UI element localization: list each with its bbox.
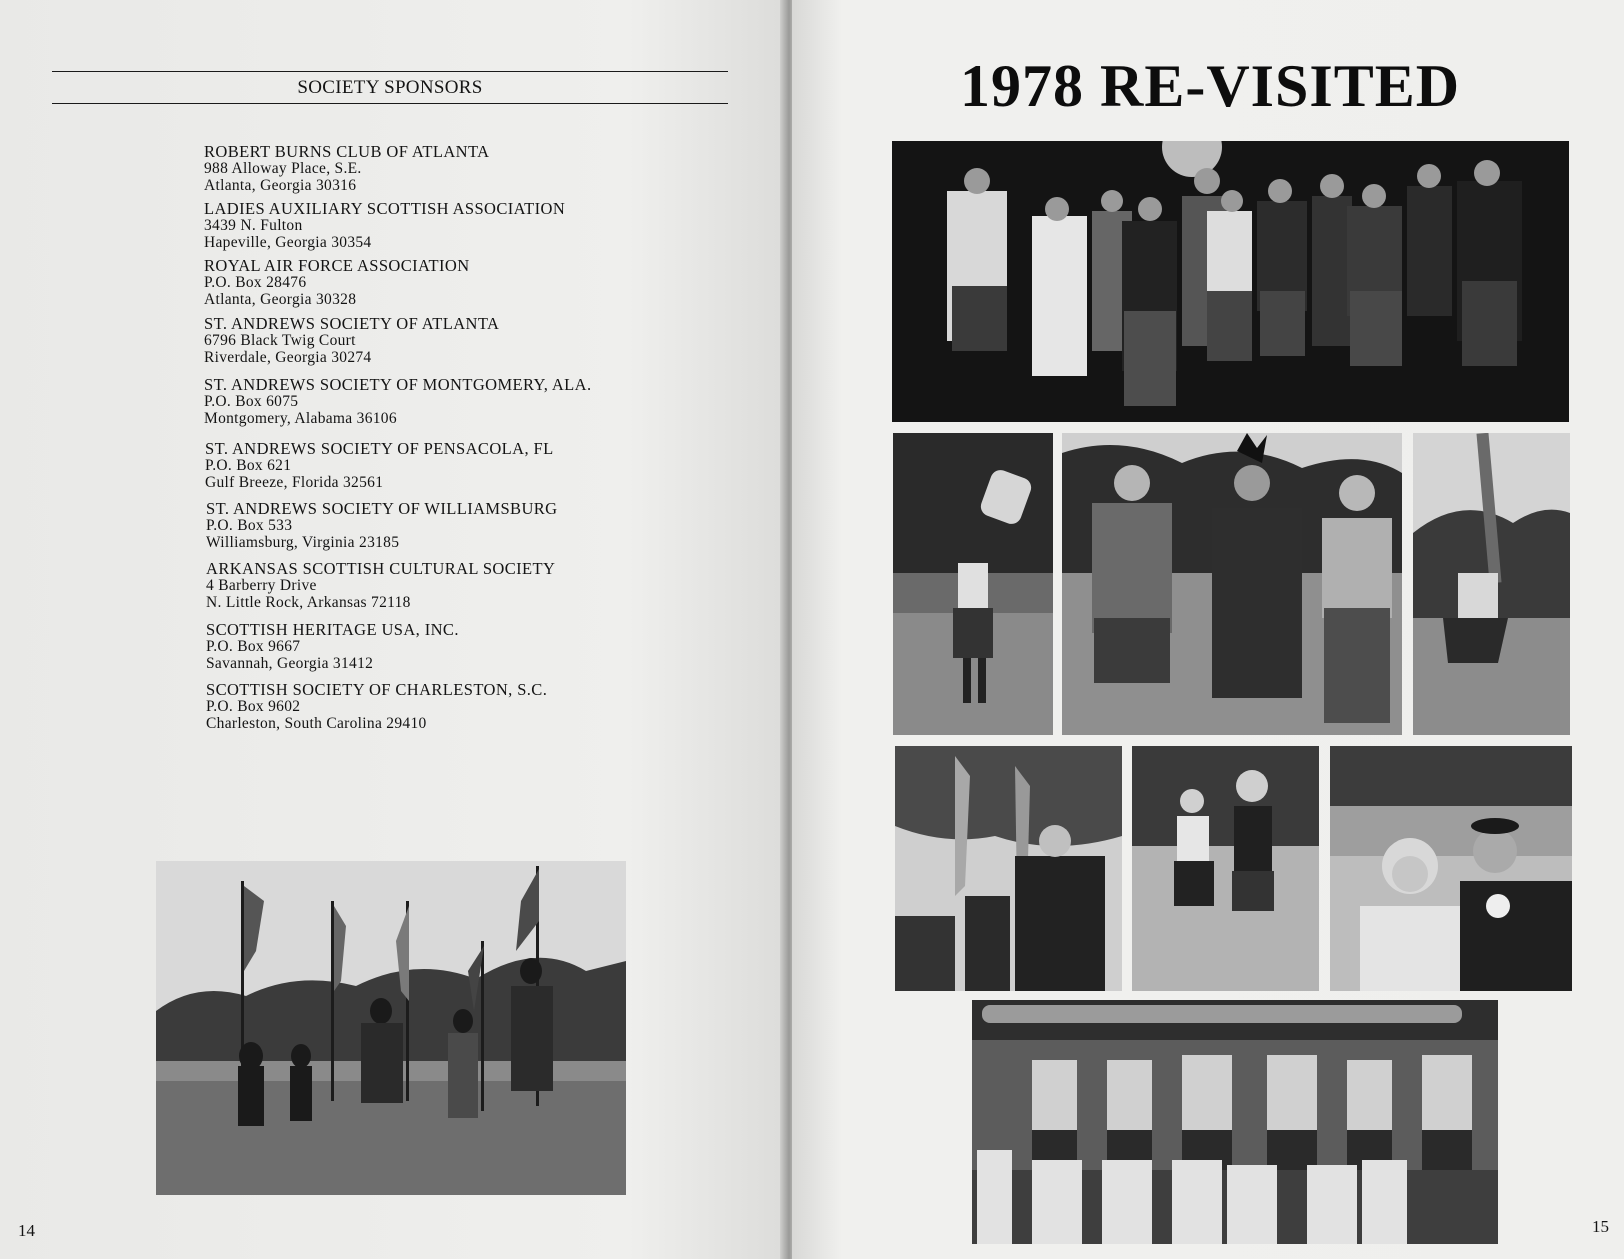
sponsor-address-line: P.O. Box 533 — [206, 517, 293, 534]
caber-toss-photo — [1413, 433, 1570, 735]
sponsor-name: ST. ANDREWS SOCIETY OF MONTGOMERY, ALA. — [204, 375, 592, 394]
sponsor-address-line: Atlanta, Georgia 30316 — [204, 177, 357, 194]
log-lift-photo — [972, 1000, 1498, 1244]
sponsor-address-line: P.O. Box 6075 — [204, 393, 299, 410]
sponsor-address-line: Charleston, South Carolina 29410 — [206, 715, 427, 732]
sponsor-name: ST. ANDREWS SOCIETY OF WILLIAMSBURG — [206, 499, 558, 518]
handshake-photo — [1062, 433, 1402, 735]
sponsor-address-line: 4 Barberry Drive — [206, 577, 317, 594]
group-photo — [892, 141, 1569, 422]
sponsor-address-line: P.O. Box 9602 — [206, 698, 301, 715]
sponsor-entry — [204, 143, 489, 194]
sponsor-entry — [204, 376, 592, 427]
top-rule — [52, 71, 728, 72]
sponsor-entry — [206, 621, 459, 672]
sponsor-address-line: Hapeville, Georgia 30354 — [204, 234, 372, 251]
sponsor-entry — [205, 440, 554, 491]
sponsor-address-line: 6796 Black Twig Court — [204, 332, 356, 349]
page-number: 15 — [1592, 1217, 1609, 1236]
page-number: 14 — [18, 1221, 35, 1240]
sponsor-entry — [206, 560, 555, 611]
sponsor-entry — [204, 200, 565, 251]
sponsor-address-line: Williamsburg, Virginia 23185 — [206, 534, 400, 551]
sponsor-name: ROBERT BURNS CLUB OF ATLANTA — [204, 142, 490, 161]
left-page — [0, 0, 786, 1259]
sponsor-name: SCOTTISH HERITAGE USA, INC. — [206, 620, 459, 639]
sponsor-entry — [204, 257, 470, 308]
sponsor-entry — [206, 681, 547, 732]
sponsor-address-line: P.O. Box 621 — [205, 457, 292, 474]
sponsor-name: ROYAL AIR FORCE ASSOCIATION — [204, 256, 470, 275]
sponsor-address-line: Savannah, Georgia 31412 — [206, 655, 374, 672]
sponsor-address-line: P.O. Box 9667 — [206, 638, 301, 655]
sponsor-address-line: Atlanta, Georgia 30328 — [204, 291, 357, 308]
sponsor-name: ARKANSAS SCOTTISH CULTURAL SOCIETY — [206, 559, 556, 578]
sponsor-address-line: N. Little Rock, Arkansas 72118 — [206, 594, 411, 611]
sponsor-address-line: 988 Alloway Place, S.E. — [204, 160, 362, 177]
bottom-rule — [52, 103, 728, 104]
sponsor-name: SCOTTISH SOCIETY OF CHARLESTON, S.C. — [206, 680, 548, 699]
sponsor-address-line: Gulf Breeze, Florida 32561 — [205, 474, 384, 491]
sponsor-address-line: 3439 N. Fulton — [204, 217, 303, 234]
parade-photo — [156, 861, 626, 1195]
couple-photo — [1330, 746, 1572, 991]
sponsor-address-line: P.O. Box 28476 — [204, 274, 307, 291]
sponsor-name: ST. ANDREWS SOCIETY OF PENSACOLA, FL — [205, 439, 554, 458]
section-title: SOCIETY SPONSORS — [297, 77, 483, 98]
children-photo — [1132, 746, 1319, 991]
sponsor-entry — [206, 500, 558, 551]
sponsor-address-line: Riverdale, Georgia 30274 — [204, 349, 372, 366]
flag-bearers-photo — [895, 746, 1122, 991]
stone-put-photo — [893, 433, 1053, 735]
page-heading: 1978 RE-VISITED — [960, 53, 1461, 119]
sponsor-entry — [204, 315, 499, 366]
sponsor-name: ST. ANDREWS SOCIETY OF ATLANTA — [204, 314, 500, 333]
sponsor-name: LADIES AUXILIARY SCOTTISH ASSOCIATION — [204, 199, 566, 218]
sponsor-address-line: Montgomery, Alabama 36106 — [204, 410, 397, 427]
